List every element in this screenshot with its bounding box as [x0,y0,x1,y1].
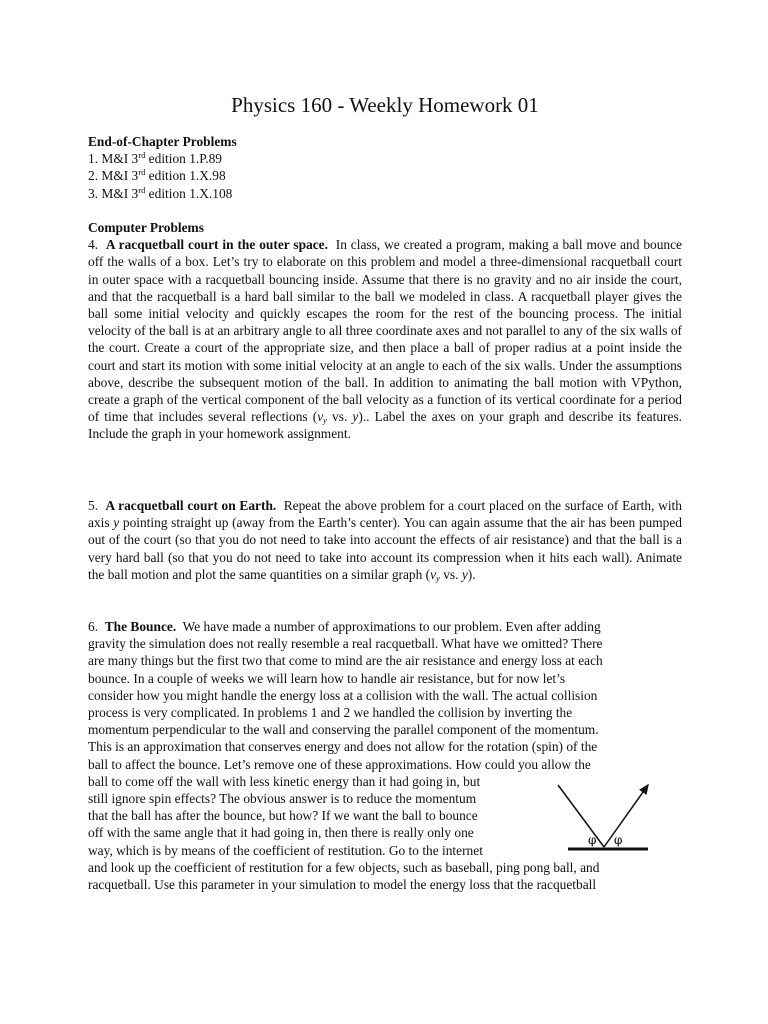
problem-4: 4. A racquetball court in the outer space. In class, we created a program, making a ball move and bounce off the walls of a box. Let’s try to elaborate on this problem and model a three-dimensional racquetball court in outer space with a racquetball bouncing inside. Assume that there is no gravity and no air inside the court, and that the racquetball is a hard ball similar to the ball we modeled in class. A racquetball player gives the ball some initial velocity and quickly escapes the room for the rest of the bouncing process. The initial velocity of the ball is at an arbitrary angle to all three coordinate axes and not parallel to any of the six walls of the court. Create a court of the appropriate size, and then place a ball of proper radius at a point inside the court and start its motion with some initial velocity at an angle to each of the six walls. Under the assumptions above, describe the subsequent motion of the ball. In addition to animating the ball motion with VPython, create a graph of the vertical component of the ball velocity as a function of its vertical coordinate for a period of time that includes several reflections ($v_y$ vs. y).. Label the axes on your graph and describe its features. Include the graph in your homework assignment. [88,237,682,442]
text-line: This is an approximation that conserves energy and does not allow for the rotation (spin) of the [88,739,598,755]
text-line: momentum perpendicular to the wall and conserving the parallel component of the momentum. [88,722,599,738]
text-line: way, which is by means of the coefficient of restitution. Go to the internet [88,842,483,858]
computer-problems-header: Computer Problems [88,220,204,235]
text-line: bounce. In a couple of weeks we will learn how to handle air resistance, but for now let’s [88,670,566,686]
text-line: process is very complicated. In problems 1 and 2 we handled the collision by inverting the [88,705,573,721]
incoming-path [558,785,604,847]
outgoing-arrow [604,785,648,847]
angle-label-left: φ [588,833,597,847]
text-line: consider how you might handle the energy loss at a collision with the wall. The actual collision [88,687,598,703]
text-line: are many things but the first two that come to mind are the air resistance and energy loss at each [88,653,603,669]
text-line: off with the same angle that it had going in, then there is really only one [88,825,474,841]
text-line: still ignore spin effects? The obvious answer is to reduce the momentum [88,791,477,807]
list-item: 3. M&I 3rd edition 1.X.108 [88,184,233,201]
angle-label-right: φ [614,833,623,847]
problem-6-title: The Bounce. [104,619,177,634]
end-of-chapter-header: End-of-Chapter Problems [88,134,237,149]
text-line: 6. The Bounce. We have made a number of approximations to our problem. Even after adding [88,619,601,634]
text-line: that the ball has after the bounce, but how? If we want the ball to bounce [88,808,478,824]
problem-4-title: A racquetball court in the outer space. [105,237,328,253]
list-item: 1. M&I 3rd edition 1.P.89 [88,150,222,167]
computer-problems-section [88,219,682,443]
text-line: and look up the coefficient of restitution for a few objects, such as baseball, ping pong ball, and [88,859,600,875]
bounce-diagram [548,773,658,855]
text-line: gravity the simulation does not really resemble a real racquetball. What have we omitted? There [88,636,603,652]
end-of-chapter-section [88,133,682,202]
text-line: ball to come off the wall with less kinetic energy than it had going in, but [88,773,481,789]
list-item: 2. M&I 3rd edition 1.X.98 [88,167,226,184]
problem-5-title: A racquetball court on Earth. [105,498,277,513]
text-line: ball to affect the bounce. Let’s remove one of these approximations. How could you allow the [88,756,591,772]
text-line: racquetball. Use this parameter in your simulation to model the energy loss that the racquetball [88,877,597,893]
page-title: Physics 160 - Weekly Homework 01 [231,93,539,117]
problem-5: 5. A racquetball court on Earth. Repeat the above problem for a court placed on the surface of Earth, with axis y pointing straight up (away from the Earth’s center). You can again assume that the air has been pumped out of the court (so that you do not need to take into account the effects of air resistance) and that the ball is a very hard ball (so that you do not need to take into account its compression when it hits each wall). Animate the ball motion and plot the same quantities on a similar graph ($v_y$ vs. y). [88,498,683,583]
